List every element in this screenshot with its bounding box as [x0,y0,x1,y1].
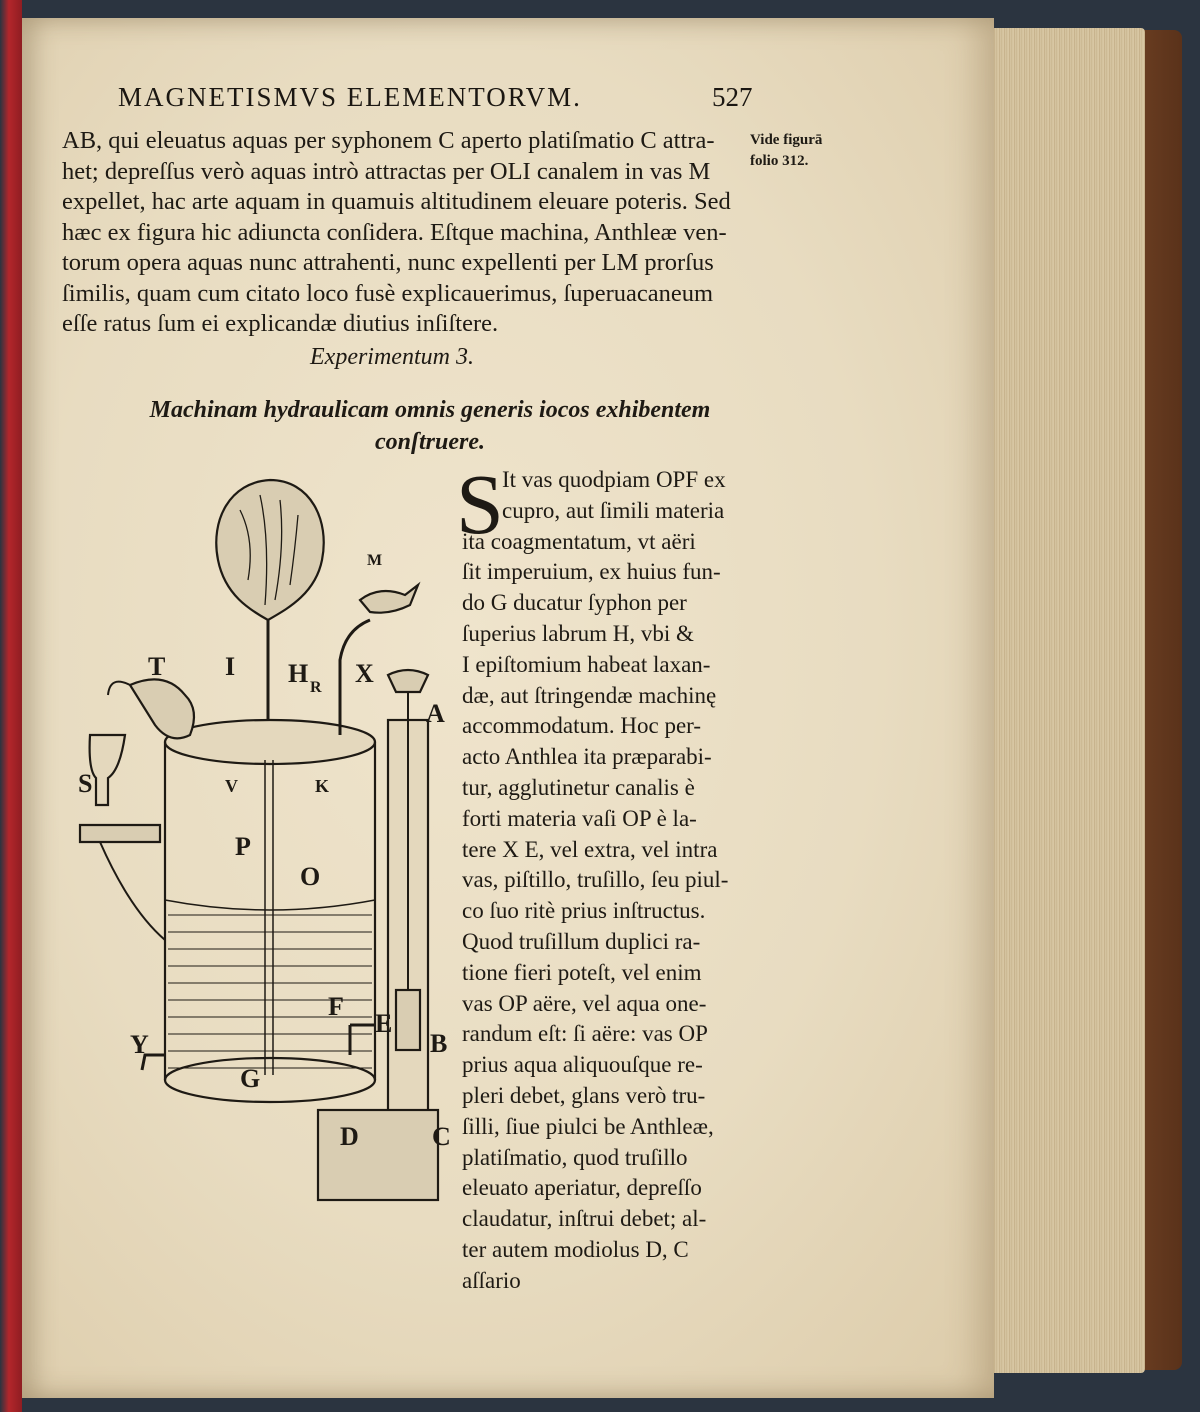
hydraulic-machine-woodcut [70,470,470,1210]
figure-label: O [300,862,321,891]
figure-label: G [240,1064,261,1093]
column-line: forti materia vaſi OP è la- [462,805,697,831]
figure-label: K [315,776,330,796]
column-line: ſuperius labrum H, vbi & [462,620,694,646]
margin-note [750,130,822,172]
opening-paragraph [62,126,746,340]
figure-label: B [430,1029,448,1058]
column-line: eleuato aperiatur, depreſſo [462,1175,702,1201]
figure-label: R [310,679,322,696]
text-column [462,465,762,1297]
figure-label: P [235,832,251,861]
column-line: randum eſt: ſi aëre: vas OP [462,1021,708,1047]
paragraph-line: torum opera aquas nunc attrahenti, nunc expellenti per LM prorſus [62,249,714,276]
experiment-heading: Experimentum 3. [310,344,474,370]
running-title: MAGNETISMVS ELEMENTORVM. [118,82,582,112]
column-line: ter autem modiolus D, C [462,1236,689,1262]
figure-label: H [288,659,309,688]
column-line: ita coagmentatum, vt aëri [462,528,696,554]
column-line: vas OP aëre, vel aqua one- [462,990,707,1016]
paragraph-line: hæc ex figura hic adiuncta conſidera. Eſtque machina, Anthleæ ven- [62,218,727,246]
paragraph-line: ſimilis, quam cum citato loco fusè explicauerimus, ſuperuacaneum [62,279,714,307]
proposition-line: Machinam hydraulicam omnis generis iocos exhibentem [149,397,711,423]
proposition-heading [120,394,740,458]
margin-note-line: Vide figurā [750,132,823,148]
figure-label: A [426,699,445,728]
column-line: vas, piſtillo, truſillo, ſeu piul- [462,867,729,893]
figure-label: V [225,776,238,796]
figure-label: C [432,1122,451,1151]
binding-edge [0,0,22,1412]
column-line: ſit imperuium, ex huius fun- [462,559,721,585]
figure-label: T [148,652,166,681]
column-line: ſilli, ſiue piulci be Anthleæ, [462,1113,714,1139]
column-line: tere X E, vel extra, vel intra [462,836,718,862]
column-line: acto Anthlea ita præparabi- [462,744,712,770]
margin-note-line: folio 312. [750,153,809,169]
figure-label: Y [130,1030,149,1059]
column-line: cupro, aut ſimili materia [502,497,725,523]
column-line: dæ, aut ſtringendæ machinę [462,682,717,708]
figure-label: D [340,1122,359,1151]
column-line: accommodatum. Hoc per- [462,713,702,739]
column-line: prius aqua aliquouſque re- [462,1052,703,1078]
drop-cap: S [456,456,504,552]
figure-label: E [375,1009,393,1038]
page-block-edges [985,28,1145,1373]
figure-label: I [225,652,236,681]
column-line: pleri debet, glans verò tru- [462,1082,706,1108]
column-line: do G ducatur ſyphon per [462,590,687,616]
page-number: 527 [712,82,753,112]
proposition-line: conſtruere. [375,429,485,455]
column-line: aſſario [462,1267,521,1293]
column-line: tione fieri poteſt, vel enim [462,959,702,985]
column-line: co ſuo ritè prius inſtructus. [462,898,706,924]
figure-label: F [328,992,344,1021]
column-line: claudatur, inſtrui debet; al- [462,1206,707,1232]
paragraph-line: AB, qui eleuatus aquas per syphonem C aperto platiſmatio C attra- [62,127,715,154]
column-line: Quod truſillum duplici ra- [462,928,701,954]
column-line: platiſmatio, quod truſillo [462,1144,688,1170]
figure-label: X [355,659,374,688]
figure-label: M [367,552,383,569]
paragraph-line: eſſe ratus ſum ei explicandæ diutius inſiſtere. [62,310,499,337]
paragraph-line: expellet, hac arte aquam in quamuis altitudinem eleuare poteris. Sed [62,188,731,215]
figure-label: S [78,769,93,798]
column-line: It vas quodpiam OPF ex [502,467,726,492]
column-line: tur, agglutinetur canalis è [462,774,695,800]
paragraph-line: het; depreſſus verò aquas intrò attractas per OLI canalem in vas M [62,157,711,185]
column-line: I epiſtomium habeat laxan- [462,651,711,677]
